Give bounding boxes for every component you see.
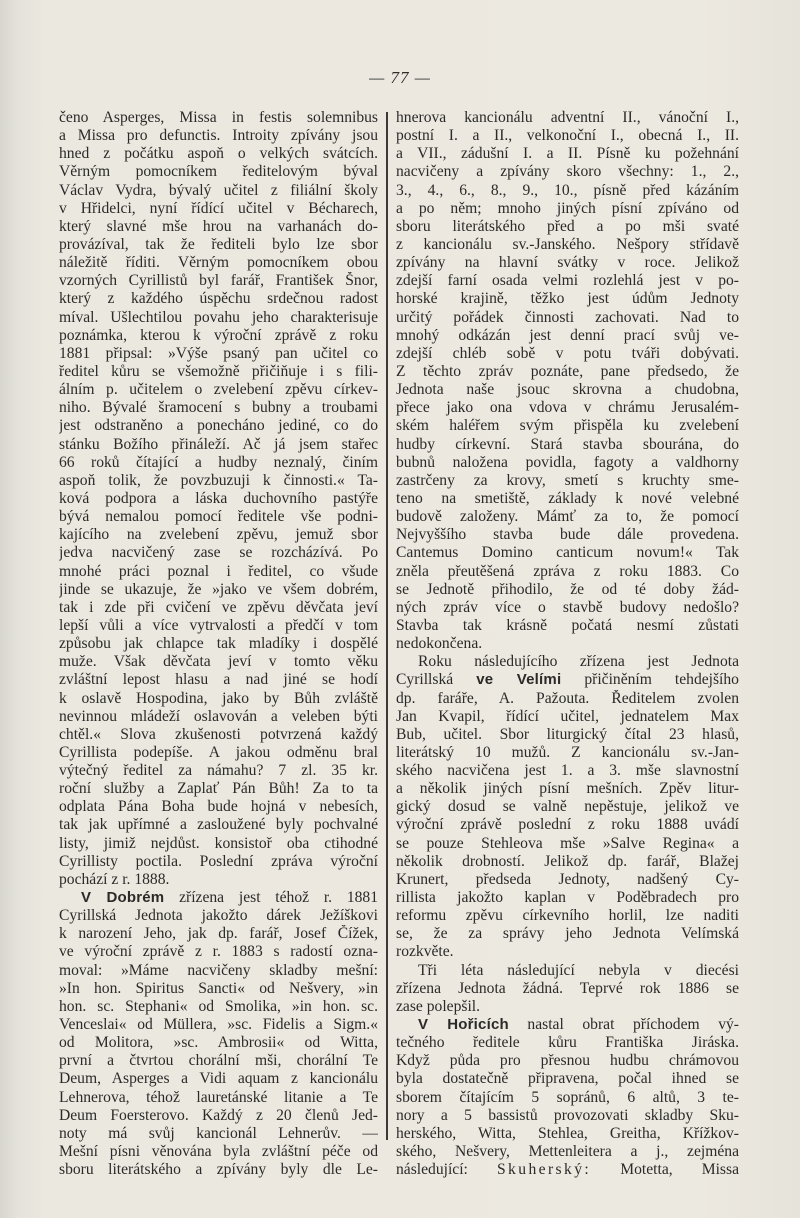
text-line [396, 1125, 739, 1143]
text-line [396, 490, 739, 508]
line-text: 3., 4., 6., 8., 9., 10., písně před kázáním [396, 181, 739, 199]
text-line [59, 871, 378, 889]
line-text: z kancionálu sv.-Janského. Nešpory střídavě [396, 235, 739, 253]
text-line [59, 925, 378, 943]
line-text: zdejší chléb sobě v potu tváři dobývati. [396, 344, 739, 362]
text-line [396, 218, 739, 236]
text-line [59, 1034, 378, 1052]
line-text: Krunert, předseda Jednoty, nadšený Cy- [396, 870, 739, 888]
text-line [396, 943, 739, 961]
text-line [59, 962, 378, 980]
line-text: vzorných Cyrillistů byl farář, František Šnor, [59, 272, 378, 290]
text-line [396, 508, 739, 526]
line-text: chtěl.« Slova zkušenosti potvrzená každý [59, 725, 378, 743]
text-line [59, 1070, 378, 1088]
text-line [396, 436, 739, 454]
line-text: 1881 připsal: »Výše psaný pan učitel co [59, 344, 378, 362]
text-line [396, 345, 739, 363]
line-text: álním p. učitelem o zvelebení zpěvu církev- [59, 381, 378, 399]
line-text: nedokončena. [396, 635, 483, 653]
text-line [59, 635, 378, 653]
line-text: nacvičeny a zpívány skoro všechny: 1., 2., [396, 163, 739, 181]
text-line [59, 145, 378, 163]
line-text: zvláštní lepost hlasu a nad jiné se hodí [59, 671, 378, 689]
text-line [396, 127, 739, 145]
text-line [396, 272, 739, 290]
text-line [59, 309, 378, 327]
line-text: moval: »Máme nacvičeny skladby mešní: [59, 961, 378, 979]
text-line [59, 327, 378, 345]
line-text: ského nacvičena jest 1. a 3. mše slavnostní [396, 762, 739, 780]
text-line [396, 1034, 739, 1052]
line-text: herského, Witta, Stehlea, Greitha, Křížkov- [396, 1124, 739, 1142]
line-text: literátský 10 mužů. Z kancionálu sv.-Jan- [396, 743, 739, 761]
line-text: a po něm; mnoho jiných písní zpíváno od [396, 199, 739, 217]
line-text: mnohý odkázán jest denní prací svůj ve- [396, 326, 739, 344]
text-line [396, 182, 739, 200]
line-text: následující: [396, 1161, 497, 1179]
text-line [59, 780, 378, 798]
text-line [59, 1016, 378, 1034]
text-line [59, 508, 378, 526]
line-text: Tři léta následující nebyla v diecési [418, 961, 739, 979]
text-line [396, 635, 739, 653]
text-line [396, 363, 739, 381]
text-line [396, 472, 739, 490]
line-text: k narození Jeho, jak dp. farář, Josef Čížek, [59, 925, 378, 943]
text-line [396, 980, 739, 998]
text-line [59, 617, 378, 635]
line-text: zastrčeny za krovy, smetí s kruchty sme- [396, 471, 739, 489]
line-text: budově založeny. Mámť za to, že pomocí [396, 508, 739, 526]
text-line [396, 726, 739, 744]
text-line [396, 526, 739, 544]
line-text: Cyrillista podepíše. A jakou odměnu bral [59, 743, 378, 761]
line-text: nory a 5 bassistů provozovati skladby Sku- [396, 1106, 739, 1124]
line-text: a VII., zádušní I. a II. Písně ku požehnání [396, 145, 739, 163]
text-line [59, 599, 378, 617]
line-text: přičiněním tehdejšího [561, 671, 739, 689]
text-line [59, 526, 378, 544]
line-text: dp. faráře, A. Pažouta. Ředitelem zvolen [396, 689, 739, 707]
text-line [396, 109, 739, 127]
line-text: postní I. a II., velkonoční I., obecná I., II. [396, 127, 739, 145]
line-text: ředitel kůru se všemožně přičiňuje i s fili- [59, 362, 378, 380]
text-line [396, 671, 739, 689]
text-line [59, 272, 378, 290]
text-line [396, 1089, 739, 1107]
line-text: od Molitora, »sc. Ambrosii« od Witta, [59, 1034, 378, 1052]
text-line [59, 472, 378, 490]
text-line [396, 417, 739, 435]
line-text: kajícího na zvelebení zpěvu, jemuž sbor [59, 526, 378, 544]
line-text: Mešní písni věnována byla zvláštní péče od [59, 1143, 378, 1161]
text-line [396, 163, 739, 181]
line-text: sboru literátského a zpívány byly dle Le- [59, 1161, 378, 1179]
line-text: rillista jakožto kaplan v Poděbradech pro [396, 889, 739, 907]
text-line [396, 563, 739, 581]
text-line [396, 617, 739, 635]
line-text: stánku Božího přináleží. Ač já jsem stařec [59, 435, 378, 453]
line-text: reformu zpěvu církevního horlil, lze naditi [396, 907, 739, 925]
line-text: a několik jiných písní mešních. Zpěv litur- [396, 780, 739, 798]
line-text: sborem čítajícím 5 sopránů, 6 altů, 3 te- [396, 1088, 739, 1106]
text-line [59, 1125, 378, 1143]
text-line [59, 708, 378, 726]
text-line [59, 417, 378, 435]
line-text: tečného ředitele kůru Františka Jiráska. [396, 1034, 739, 1052]
line-text: výtečný ředitel za námahu? 7 zl. 35 kr. [59, 762, 378, 780]
text-line [59, 816, 378, 834]
text-line [59, 254, 378, 272]
text-line [59, 726, 378, 744]
line-text: Václav Vydra, bývalý učitel z filiální školy [59, 181, 378, 199]
line-text: jest odstraněno a ponecháno jediné, co do [59, 417, 378, 435]
text-line [396, 1016, 739, 1034]
text-line [59, 290, 378, 308]
text-line [59, 943, 378, 961]
text-line [59, 544, 378, 562]
text-line [59, 127, 378, 145]
line-text: odplata Pána Boha bude hojná v nebesích, [59, 798, 378, 816]
line-text: zase polepšil. [396, 997, 481, 1015]
text-line [59, 163, 378, 181]
line-text: rozkvěte. [396, 943, 454, 961]
line-text: ském haléřem svým přispěla ku zvelebení [396, 417, 739, 435]
text-line [396, 853, 739, 871]
text-line [59, 345, 378, 363]
text-line [59, 381, 378, 399]
line-text: ského, Nešvery, Mettenleitera a j., zejména [396, 1143, 739, 1161]
text-line [396, 581, 739, 599]
line-text: horské krajině, těžko jest údům Jednoty [396, 290, 739, 308]
line-text: teno na smetiště, základy k nové velebné [396, 489, 739, 507]
line-text: přece jako ona vdova v chrámu Jerusalém- [396, 399, 739, 417]
text-line [59, 436, 378, 454]
line-text: sboru literátského před a po mši svaté [396, 217, 739, 235]
text-line [59, 762, 378, 780]
line-text: v Hřidelci, nyní řídící učitel v Bécharech, [59, 199, 378, 217]
text-line [59, 363, 378, 381]
line-text: který z každého úspěchu srdečnou radost [59, 290, 378, 308]
line-text: nevinnou mládeží oslavován a veleben býti [59, 707, 378, 725]
text-line [396, 381, 739, 399]
text-line [396, 1143, 739, 1161]
line-text: byla dostatečně připravena, počal ihned se [396, 1070, 739, 1088]
line-text: hned z počátku aspoň o velkých svátcích. [59, 145, 378, 163]
line-text: Z těchto zpráv poznáte, pane předsedo, že [396, 362, 739, 380]
line-text: Cyrillská Jednota jakožto dárek Ježíškovi [59, 907, 378, 925]
line-text: několik drobností. Jelikož dp. farář, Blažej [396, 852, 739, 870]
text-line [396, 544, 739, 562]
text-line [59, 998, 378, 1016]
line-text: Když půda pro přesnou hudbu chrámovou [396, 1052, 739, 1070]
text-line [59, 744, 378, 762]
line-text: k oslavě Hospodina, jako by Bůh zvláště [59, 689, 378, 707]
text-line [59, 490, 378, 508]
text-line [396, 309, 739, 327]
line-text: Jan Kvapil, řídící učitel, jednatelem Max [396, 707, 739, 725]
line-text: muže. Však děvčata jeví v tomto věku [59, 653, 378, 671]
line-text: a Missa pro defunctis. Introity zpívány jsou [59, 127, 378, 145]
text-line [396, 454, 739, 472]
text-line [396, 145, 739, 163]
text-line [59, 1161, 378, 1179]
text-line [396, 200, 739, 218]
text-line [59, 200, 378, 218]
line-text: gický dosud se valně nepěstuje, jelikož ve [396, 798, 739, 816]
line-text: bubnů naložena povidla, fagoty a valdhorny [396, 453, 739, 471]
line-text: jinde se ukazuje, že »jako ve všem dobrém, [59, 580, 378, 598]
line-text: způsobu jak chlapce tak mladíky i dospělé [59, 635, 378, 653]
line-text: určitý pořádek činnosti zachovati. Nad to [396, 308, 739, 326]
text-line [396, 653, 739, 671]
line-text: »In hon. Spiritus Sancti« od Nešvery, »in [59, 979, 378, 997]
text-line [396, 1161, 739, 1179]
line-text: Deum, Asperges a Vidi aquam z kancionálu [59, 1070, 378, 1088]
text-line [396, 871, 739, 889]
line-text: ných zpráv více o stavbě budovy nedošlo? [396, 598, 739, 616]
line-text: zřízena Jednota žádná. Teprvé rok 1886 se [396, 979, 739, 997]
text-line [59, 581, 378, 599]
line-text: jedva nacvičený zase se rozcházívá. Po [59, 544, 378, 562]
line-text: výroční zprávě poslední z roku 1888 uvádí [396, 816, 739, 834]
line-text: niho. Bývalé šramocení s bubny a troubami [59, 399, 378, 417]
text-line [59, 1052, 378, 1070]
text-line [396, 708, 739, 726]
line-text: zřízena jest téhož r. 1881 [164, 889, 378, 907]
line-text: mnohé práci poznal i ředitel, co všude [59, 562, 378, 580]
line-text: ve výroční zprávě z r. 1883 s radostí ozna- [59, 943, 378, 961]
line-text: ková podpora a láska duchovního pastýře [59, 489, 378, 507]
text-line [396, 690, 739, 708]
text-line [59, 182, 378, 200]
line-text: čeno Asperges, Missa in festis solemnibus [59, 109, 378, 126]
line-text: tak i zde při cvičení ve zpěvu děvčata jeví [59, 598, 378, 616]
text-line [396, 816, 739, 834]
line-text: se, že za správy jeho Jednota Velímská [396, 925, 739, 943]
text-line [59, 236, 378, 254]
line-text: pochází z r. 1888. [59, 870, 170, 888]
column-divider [386, 112, 388, 1140]
line-text: který slavné mše hrou na varhanách do- [59, 217, 378, 235]
page-number: — 77 — [369, 68, 431, 87]
place-heading: V Dobrém [81, 889, 165, 907]
line-text: Věrným pomocníkem ředitelovým býval [59, 163, 378, 181]
line-text: se Jednotě přihodilo, že od té doby žád- [396, 580, 739, 598]
text-line [59, 1107, 378, 1125]
text-line [59, 218, 378, 236]
line-text: Bub, učitel. Sbor liturgický čítal 23 hlasů, [396, 725, 739, 743]
text-line [396, 925, 739, 943]
line-text: nastal obrat příchodem vý- [508, 1016, 739, 1034]
line-text: první a čtvrtou chorální mši, chorální Te [59, 1052, 378, 1070]
text-line [59, 671, 378, 689]
line-text: bývá nemalou pomocí ředitele vše podni- [59, 508, 378, 526]
text-line [59, 563, 378, 581]
line-text: lepší vůli a více vytrvalosti a předčí v tom [59, 616, 378, 634]
line-text: zdejší farní osada velmi rozlehlá jest v po- [396, 272, 739, 290]
line-text: Motetta, Missa [591, 1161, 739, 1179]
text-line [59, 853, 378, 871]
line-text: hon. sc. Stephani« od Smolika, »in hon. sc. [59, 997, 378, 1015]
line-text: zpívány na hlavní svátky v roce. Jelikož [396, 254, 739, 272]
line-text: 66 roků čítající a hudby neznalý, činím [59, 453, 378, 471]
text-line [396, 1070, 739, 1088]
line-text: Lehnerova, téhož lauretánské litanie a Te [59, 1088, 378, 1106]
text-line [396, 327, 739, 345]
text-line [396, 780, 739, 798]
text-line [59, 454, 378, 472]
line-text: Roku následujícího zřízena jest Jednota [418, 653, 739, 671]
text-line [59, 907, 378, 925]
text-line [396, 889, 739, 907]
composer-name: Skuherský: [496, 1161, 592, 1179]
text-line [396, 962, 739, 980]
line-text: Cantemus Domino canticum novum!« Tak [396, 544, 739, 562]
line-text: provázíval, tak že řediteli bylo lze sbor [59, 235, 378, 253]
line-text: listy, jimiž nejdůst. konsistoř oba ctihodné [59, 834, 378, 852]
line-text: poznámka, kterou k výroční zprávě z roku [59, 326, 378, 344]
place-heading: V Hořicích [418, 1016, 509, 1034]
text-line [396, 599, 739, 617]
text-line [396, 907, 739, 925]
line-text: hudby církevní. Stará stavba sbourána, do [396, 435, 739, 453]
text-line [396, 290, 739, 308]
line-text: se pouze Stehleova mše »Salve Regina« a [396, 834, 739, 852]
text-line [396, 798, 739, 816]
place-heading: ve Velími [476, 671, 562, 689]
text-line [396, 399, 739, 417]
line-text: zněla přeutěšená zpráva z roku 1883. Co [396, 562, 739, 580]
text-line [396, 236, 739, 254]
text-line [396, 835, 739, 853]
text-line [59, 690, 378, 708]
text-line [396, 744, 739, 762]
line-text: Stavba tak krásně počatá nesmí zůstati [396, 616, 739, 634]
text-line [59, 1089, 378, 1107]
line-text: noty má svůj kancionál Lehnerův. — [59, 1124, 378, 1142]
line-text: tak jak upřímné a zasloužené byly pochvalné [59, 816, 378, 834]
line-text: aspoň tolik, že povzbuzuji k činnosti.« Ta- [59, 471, 378, 489]
text-line [396, 254, 739, 272]
text-line [59, 399, 378, 417]
right-column [396, 109, 739, 1179]
text-line [396, 998, 739, 1016]
line-text: roční služby a Zaplať Pán Bůh! Za to ta [59, 780, 378, 798]
line-text: Nejvyššího stavba bude dále provedena. [396, 526, 739, 544]
line-text: Jednota naše jsouc skrovna a chudobna, [396, 381, 739, 399]
line-text: náležitě říditi. Věrným pomocníkem obou [59, 254, 378, 272]
text-line [59, 980, 378, 998]
line-text: Venceslai« od Müllera, »sc. Fidelis a Sigm.« [59, 1016, 378, 1034]
line-text: hnerova kancionálu adventní II., vánoční I., [396, 109, 739, 126]
left-column [59, 109, 378, 1179]
text-line [396, 762, 739, 780]
line-text: míval. Ušlechtilou povahu jeho charakterisuje [59, 308, 378, 326]
line-text: Deum Foersterovo. Každý z 20 členů Jed- [59, 1106, 378, 1124]
text-line [396, 1107, 739, 1125]
text-line [59, 653, 378, 671]
text-line [59, 109, 378, 127]
text-line [396, 1052, 739, 1070]
text-line [59, 835, 378, 853]
text-line [59, 798, 378, 816]
text-line [59, 1143, 378, 1161]
text-line [59, 889, 378, 907]
line-text: Cyrillská [396, 671, 477, 689]
line-text: Cyrillisty poctila. Poslední zpráva výroční [59, 852, 378, 870]
